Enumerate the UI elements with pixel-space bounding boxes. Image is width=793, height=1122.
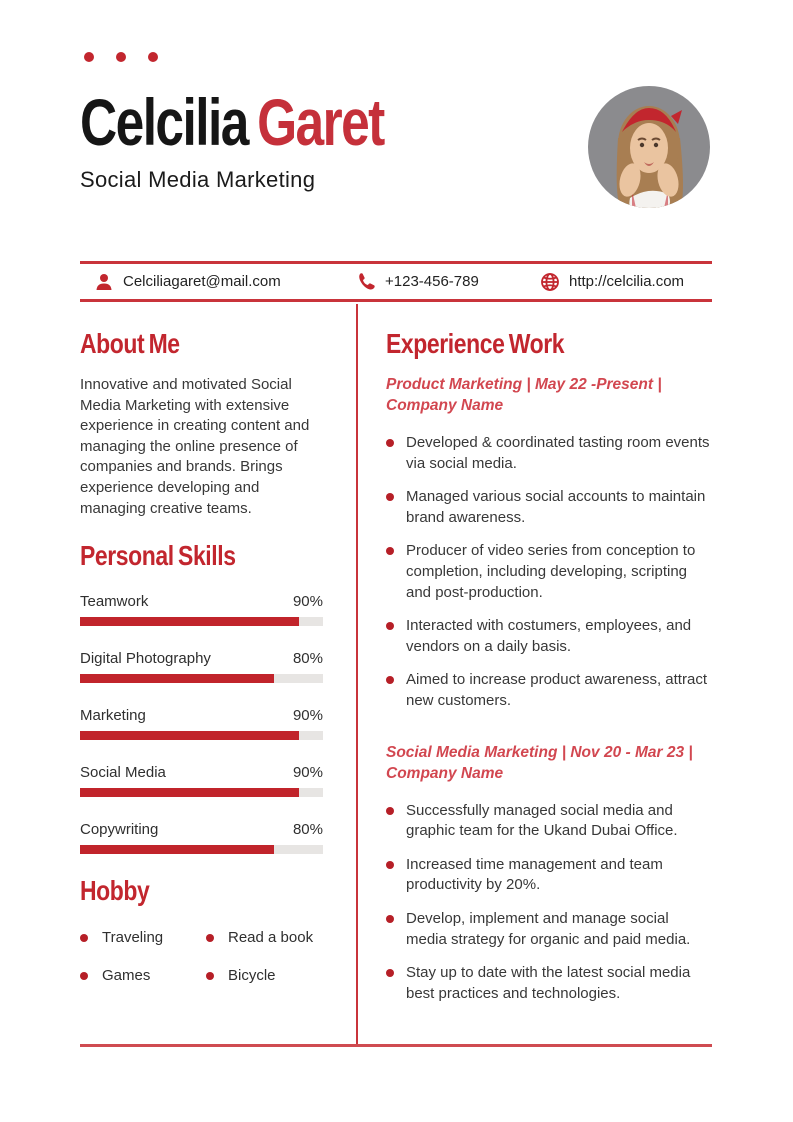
hobby-item [80,967,206,984]
bullet-icon [386,861,394,869]
skill-bar-fill [80,845,274,854]
job-bullet-list [386,801,712,1005]
bullet-text: Develop, implement and manage social media strategy for organic and paid media. [406,909,691,948]
hobby-label: Read a book [228,929,314,947]
job-bullet [386,855,712,896]
dots-decoration [84,52,158,62]
profile-name [80,85,469,159]
skill-label: Copywriting [80,821,159,839]
hobby-item [206,929,323,946]
job-bullet [386,541,712,603]
phone-icon [356,272,376,292]
bullet-icon [386,622,394,630]
bullet-icon [386,915,394,923]
bullet-icon [386,969,394,977]
globe-icon [540,272,560,292]
bullet-icon [206,972,214,980]
bullet-text: Interacted with costumers, employees, and vendors on a daily basis. [406,617,692,655]
bullet-icon [386,807,394,815]
skill-bar [80,845,323,854]
skill-bar [80,674,323,683]
job-title: Social Media Marketing | Nov 20 - Mar 23 | Company Name [386,743,693,782]
skill-row [80,706,323,740]
skill-percent: 90% [292,707,323,725]
contact-email[interactable] [94,264,281,299]
hobby-list [80,929,323,984]
bullet-icon [386,493,394,501]
dot-icon [84,52,94,62]
contact-bar [80,261,712,302]
job-bullet [386,670,712,711]
skill-bar-fill [80,788,299,797]
skill-row [80,763,323,797]
person-icon [94,272,114,292]
contact-phone[interactable] [356,264,479,299]
skill-row [80,649,323,683]
dot-icon [148,52,158,62]
job-bullet [386,487,712,528]
header [80,85,469,193]
skill-bar [80,731,323,740]
name-last: Garet [257,85,384,159]
skill-label: Digital Photography [80,650,211,668]
left-column [80,304,356,1044]
bullet-text: Aimed to increase product awareness, attract new customers. [406,671,707,709]
about-heading: About Me [80,328,180,359]
skill-bar [80,617,323,626]
experience-heading: Experience Work [386,328,565,359]
bullet-icon [386,439,394,447]
skills-heading: Personal Skills [80,540,236,572]
job-bullet [386,616,712,657]
job-bullet [386,433,712,474]
skill-label: Social Media [80,764,166,782]
bullet-text: Developed & coordinated tasting room events via social media. [406,434,710,472]
bottom-divider-line [80,1044,712,1047]
job-title: Product Marketing | May 22 -Present | Company Name [386,376,662,414]
profile-photo [588,86,710,208]
profile-subtitle: Social Media Marketing [80,167,316,193]
skill-bar-fill [80,731,299,740]
bullet-icon [386,547,394,555]
skill-label: Teamwork [80,593,149,611]
job-bullet-list [386,433,712,712]
hobby-heading: Hobby [80,875,150,907]
skill-percent: 80% [292,821,323,839]
contact-email-text: Celciliagaret@mail.com [123,273,281,290]
contact-website-text: http://celcilia.com [569,273,685,290]
woman-portrait-image [588,86,710,208]
contact-website[interactable] [540,264,684,299]
skill-percent: 80% [292,650,323,668]
bullet-text: Managed various social accounts to maintain brand awareness. [406,488,706,526]
right-column [356,304,712,1044]
skill-percent: 90% [292,593,323,611]
bullet-icon [80,972,88,980]
bullet-text: Producer of video series from conception to completion, including developing, scripting and post-production. [406,542,696,601]
hobby-label: Games [102,967,151,985]
name-first: Celcilia [80,85,248,159]
bullet-icon [80,934,88,942]
dot-icon [116,52,126,62]
bullet-icon [206,934,214,942]
job-bullet [386,963,712,1004]
bullet-text: Increased time management and team productivity by 20%. [406,855,663,894]
hobby-item [80,929,206,946]
skill-label: Marketing [80,707,146,725]
job-bullet [386,801,712,842]
hobby-item [206,967,323,984]
skill-percent: 90% [292,764,323,782]
skill-row [80,592,323,626]
bullet-text: Successfully managed social media and graphic team for the Ukand Dubai Office. [406,801,678,840]
main-content [80,304,712,1044]
bullet-icon [386,676,394,684]
skill-row [80,820,323,854]
job-bullet [386,909,712,950]
contact-phone-text: +123-456-789 [385,273,479,290]
bullet-text: Stay up to date with the latest social media best practices and technologies. [406,964,691,1002]
hobby-label: Traveling [102,929,164,947]
about-text: Innovative and motivated Social Media Marketing with extensive experience in creating content and managing the online presence of companies and brands. Brings experience developing and managing creative teams. [80,376,310,517]
skills-list [80,592,323,854]
skill-bar-fill [80,617,299,626]
skill-bar-fill [80,674,274,683]
skill-bar [80,788,323,797]
hobby-label: Bicycle [228,967,276,985]
